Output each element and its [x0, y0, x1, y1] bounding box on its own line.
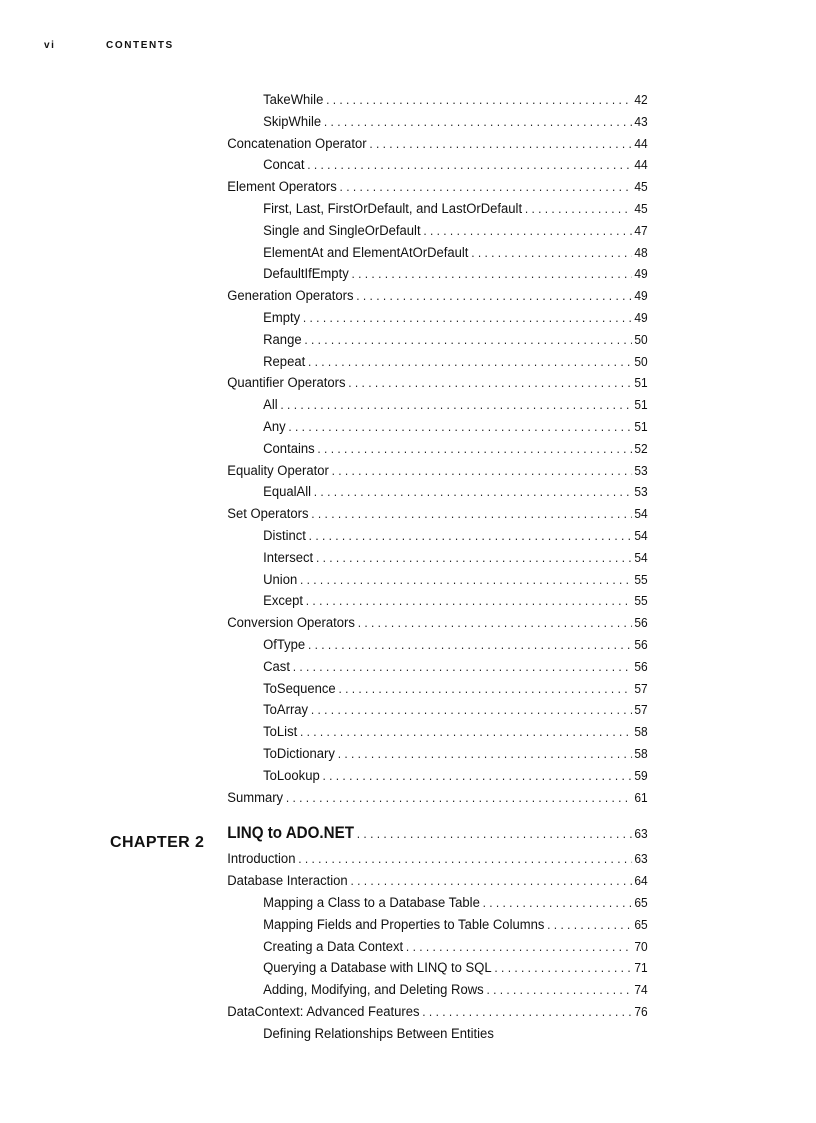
dot-leader: [351, 264, 631, 284]
toc-entry-title: Concatenation Operator: [227, 135, 367, 152]
toc-entry-page: 49: [634, 266, 648, 282]
dot-leader: [307, 155, 631, 175]
dot-leader: [317, 439, 631, 459]
dot-leader: [326, 90, 632, 110]
toc-entry[interactable]: [0, 373, 751, 393]
toc-entry[interactable]: [0, 700, 751, 720]
dot-leader: [316, 548, 632, 568]
dot-leader: [338, 679, 631, 699]
toc-entry[interactable]: [0, 893, 751, 913]
toc-entry[interactable]: [0, 199, 751, 219]
dot-leader: [298, 849, 631, 869]
chapter-title[interactable]: [0, 821, 751, 845]
toc-entry[interactable]: [0, 849, 751, 869]
toc-entry[interactable]: [0, 1024, 751, 1044]
toc-entry-title: Adding, Modifying, and Deleting Rows: [263, 982, 484, 999]
toc-entry-title: EqualAll: [263, 484, 312, 501]
toc-entry-title: LINQ to ADO.NET: [227, 824, 355, 843]
toc-entry[interactable]: [0, 417, 751, 437]
dot-leader: [486, 980, 631, 1000]
toc-entry-title: Any: [263, 419, 286, 435]
toc-entry-title: Repeat: [263, 353, 306, 370]
toc-entry-title: ToDictionary: [263, 746, 335, 762]
dot-leader: [525, 199, 632, 219]
dot-leader: [483, 893, 632, 913]
dot-leader: [311, 504, 631, 524]
toc-entry-title: Set Operators: [227, 506, 309, 523]
toc-entry[interactable]: [0, 570, 751, 590]
toc-entry-page: 43: [634, 113, 648, 129]
toc-entry-page: 64: [634, 873, 648, 889]
toc-entry[interactable]: [0, 722, 751, 742]
dot-leader: [494, 958, 631, 978]
toc-entry-title: OfType: [263, 637, 306, 653]
toc-entry-page: 70: [634, 938, 648, 954]
toc-entry-title: Conversion Operators: [227, 615, 355, 632]
toc-entry-title: Intersect: [263, 549, 314, 566]
dot-leader: [357, 822, 632, 846]
toc-entry[interactable]: [0, 395, 751, 415]
dot-leader: [280, 395, 631, 415]
toc-entry-title: Quantifier Operators: [227, 375, 346, 392]
toc-entry-page: 76: [634, 1004, 648, 1019]
toc-entry-page: 56: [634, 637, 648, 652]
running-head: [44, 40, 174, 51]
toc-entry-title: Distinct: [263, 528, 306, 544]
toc-entry-page: 58: [634, 746, 648, 761]
toc-entry-title: Union: [263, 571, 298, 588]
toc-entry-title: Querying a Database with LINQ to SQL: [263, 960, 492, 977]
toc-entry-page: 63: [634, 826, 648, 842]
dot-leader: [406, 937, 632, 957]
toc-entry-title: SkipWhile: [263, 113, 322, 130]
dot-leader: [350, 871, 631, 891]
dot-leader: [422, 1002, 631, 1022]
dot-leader: [303, 308, 632, 328]
toc-entry[interactable]: [0, 504, 751, 524]
toc-entry[interactable]: [0, 1002, 751, 1022]
toc-entry[interactable]: [0, 286, 751, 306]
toc-entry-page: 53: [634, 462, 648, 478]
toc-entry-page: 54: [634, 528, 648, 543]
toc-entry[interactable]: [0, 937, 751, 957]
toc-entry[interactable]: [0, 221, 751, 241]
toc-entry-page: 50: [634, 331, 648, 347]
toc-entry[interactable]: [0, 980, 751, 1000]
toc-entry-title: TakeWhile: [263, 92, 324, 108]
toc-entry-title: Cast: [263, 658, 290, 675]
toc-entry-title: Empty: [263, 310, 301, 326]
dot-leader: [348, 373, 631, 393]
toc-entry-title: ToSequence: [263, 680, 336, 697]
toc-entry[interactable]: [0, 112, 751, 132]
toc-entry-title: ToLookup: [263, 767, 320, 784]
dot-leader: [288, 417, 631, 437]
toc-entry[interactable]: [0, 90, 751, 110]
toc-entry-title: Mapping a Class to a Database Table: [263, 895, 480, 911]
dot-leader: [324, 112, 632, 132]
toc-entry[interactable]: [0, 439, 751, 459]
toc-entry-title: Contains: [263, 440, 315, 457]
toc-entry[interactable]: [0, 657, 751, 677]
toc-entry-title: ToList: [263, 724, 298, 741]
toc-entry-page: 49: [634, 288, 648, 304]
toc-entry-page: 49: [634, 310, 648, 325]
toc-entry-title: Concat: [263, 157, 305, 174]
page-number: vi: [44, 40, 56, 51]
toc-entry-page: 55: [634, 571, 648, 587]
toc-entry-page: 63: [634, 851, 648, 867]
toc-entry[interactable]: [0, 958, 751, 978]
toc-entry-page: 61: [634, 789, 648, 805]
dot-leader: [300, 722, 632, 742]
dot-leader: [423, 221, 631, 241]
toc-entry[interactable]: [0, 591, 751, 611]
dot-leader: [309, 526, 632, 546]
toc-entry-page: 54: [634, 549, 648, 565]
toc-entry-title: Creating a Data Context: [263, 938, 404, 955]
toc-entry[interactable]: [0, 788, 751, 808]
toc-entry-title: All: [263, 397, 278, 414]
toc-entry-title: ToArray: [263, 702, 309, 719]
chapter-label: CHAPTER 2: [110, 834, 205, 851]
toc-entry-page: 56: [634, 658, 648, 674]
toc-entry[interactable]: [0, 177, 751, 197]
toc-entry[interactable]: [0, 679, 751, 699]
toc-entry-page: 57: [634, 702, 648, 718]
toc-entry[interactable]: [0, 264, 751, 284]
toc-entry-page: 59: [634, 767, 648, 783]
dot-leader: [322, 766, 631, 786]
toc-entry-page: 74: [634, 982, 648, 998]
dot-leader: [369, 134, 631, 154]
toc-entry[interactable]: [0, 243, 751, 263]
dot-leader: [314, 482, 632, 502]
toc-entry-title: Single and SingleOrDefault: [263, 222, 421, 239]
toc-entry-page: 53: [634, 484, 648, 500]
toc-entry-title: Introduction: [227, 851, 296, 868]
dot-leader: [338, 744, 632, 764]
toc-entry-page: 57: [634, 680, 648, 696]
toc-entry-page: 51: [634, 397, 648, 413]
toc-entry-title: Range: [263, 331, 302, 348]
toc-entry-page: 65: [634, 895, 648, 910]
dot-leader: [300, 570, 632, 590]
toc-entry-title: Defining Relationships Between Entities: [263, 1025, 494, 1042]
toc-entry[interactable]: [0, 155, 751, 175]
dot-leader: [358, 613, 632, 633]
toc-entry-page: 56: [634, 615, 648, 631]
toc-entry-page: 48: [634, 244, 648, 260]
toc-entry-page: 58: [634, 724, 648, 740]
dot-leader: [311, 700, 632, 720]
toc-entry-page: 47: [634, 222, 648, 238]
dot-leader: [340, 177, 632, 197]
toc-entry[interactable]: [0, 526, 751, 546]
toc-entry-page: 71: [634, 960, 648, 976]
dot-leader: [308, 635, 632, 655]
toc-entry-page: 44: [634, 135, 648, 151]
toc-entry[interactable]: [0, 766, 751, 786]
toc-entry-title: Mapping Fields and Properties to Table Columns: [263, 916, 545, 933]
toc-entry-title: Equality Operator: [227, 462, 329, 479]
toc-entry-title: DefaultIfEmpty: [263, 266, 349, 283]
toc-entry-title: ElementAt and ElementAtOrDefault: [263, 244, 469, 261]
toc-entry[interactable]: [0, 871, 751, 891]
toc-entry[interactable]: [0, 744, 751, 764]
toc-entry-page: 44: [634, 157, 648, 173]
toc-entry-page: 51: [634, 375, 648, 391]
toc-entry-title: Element Operators: [227, 179, 337, 196]
toc-entry-title: DataContext: Advanced Features: [227, 1004, 420, 1020]
toc-entry-page: 45: [634, 201, 648, 216]
dot-leader: [332, 461, 632, 481]
dot-leader: [356, 286, 631, 306]
dot-leader: [293, 657, 632, 677]
section-title: CONTENTS: [106, 40, 174, 51]
dot-leader: [308, 352, 632, 372]
toc-entry[interactable]: [0, 548, 751, 568]
toc-entry-title: Database Interaction: [227, 873, 348, 890]
toc-entry[interactable]: [0, 330, 751, 350]
toc-entry[interactable]: [0, 635, 751, 655]
toc-entry-page: 52: [634, 440, 648, 456]
toc-entry-page: 55: [634, 593, 648, 609]
toc-entry-title: Except: [263, 593, 304, 610]
dot-leader: [286, 788, 632, 808]
toc-entry-page: 42: [634, 92, 648, 107]
toc-entry[interactable]: [0, 915, 751, 935]
toc-entry[interactable]: [0, 352, 751, 372]
dot-leader: [471, 243, 631, 263]
toc-entry-page: 45: [634, 179, 648, 195]
toc-entry-page: 50: [634, 353, 648, 369]
toc-entry[interactable]: [0, 613, 751, 633]
toc-entry[interactable]: [0, 308, 751, 328]
toc-entry-title: Summary: [227, 789, 284, 806]
dot-leader: [304, 330, 631, 350]
toc-entry-page: 65: [634, 916, 648, 932]
toc-entry-title: Generation Operators: [227, 288, 354, 305]
toc-entry-page: 51: [634, 419, 648, 434]
toc-entry-page: 54: [634, 506, 648, 522]
toc-entry[interactable]: [0, 461, 751, 481]
toc-entry[interactable]: [0, 482, 751, 502]
dot-leader: [547, 915, 631, 935]
dot-leader: [306, 591, 632, 611]
toc-entry[interactable]: [0, 134, 751, 154]
toc-entry-title: First, Last, FirstOrDefault, and LastOrDefault: [263, 201, 523, 217]
